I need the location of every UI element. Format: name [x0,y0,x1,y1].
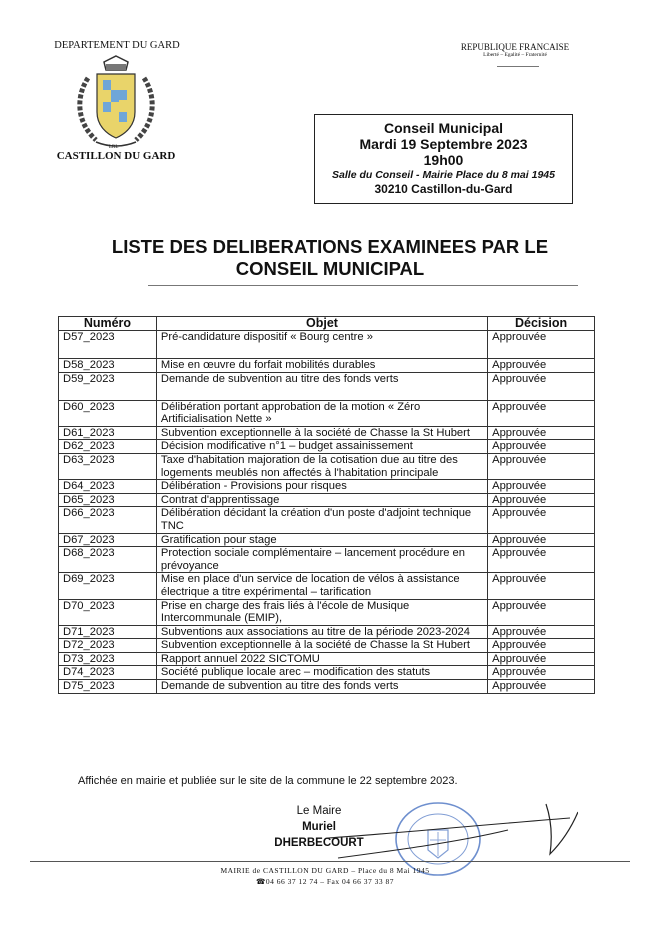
cell-decision: Approuvée [488,625,595,639]
footer-divider [30,861,630,862]
cell-decision: Approuvée [488,426,595,440]
cell-objet: Protection sociale complémentaire – lancement procédure en prévoyance [156,547,487,573]
cell-numero: D61_2023 [59,426,157,440]
republic-label: REPUBLIQUE FRANCAISE [460,42,570,52]
table-row [59,440,595,454]
cell-objet: Demande de subvention au titre des fonds verts [156,372,487,400]
cell-numero: D69_2023 [59,573,157,599]
cell-decision: Approuvée [488,507,595,533]
cell-decision: Approuvée [488,480,595,494]
table-row [59,599,595,625]
column-header-decision: Décision [488,317,595,331]
cell-decision: Approuvée [488,440,595,454]
cell-numero: D60_2023 [59,400,157,426]
cell-numero: D68_2023 [59,547,157,573]
cell-objet: Décision modificative n°1 – budget assainissement [156,440,487,454]
cell-decision: Approuvée [488,599,595,625]
table-row [59,372,595,400]
cell-objet: Taxe d'habitation majoration de la cotisation due au titre des logements meublés non affectés à l'habitation principale [156,453,487,479]
document-title [60,236,600,280]
meeting-title: Conseil Municipal [383,120,503,136]
cell-objet: Subventions aux associations au titre de la période 2023-2024 [156,625,487,639]
deliberations-table [58,316,595,694]
mayor-name: Muriel DHERBECOURT [274,821,364,849]
cell-numero: D66_2023 [59,507,157,533]
cell-objet: Rapport annuel 2022 SICTOMU [156,652,487,666]
cell-numero: D64_2023 [59,480,157,494]
cell-decision: Approuvée [488,680,595,694]
cell-objet: Société publique locale arec – modification des statuts [156,666,487,680]
column-header-objet: Objet [156,317,487,331]
table-row [59,400,595,426]
table-row [59,453,595,479]
table-row [59,493,595,507]
table-row [59,359,595,373]
cell-objet: Subvention exceptionnelle à la société de Chasse la St Hubert [156,639,487,653]
cell-decision: Approuvée [488,533,595,547]
cell-decision: Approuvée [488,639,595,653]
table-row [59,666,595,680]
document-title-line-2: CONSEIL MUNICIPAL [235,258,425,279]
table-row [59,507,595,533]
mayor-role: Le Maire [296,805,342,817]
cell-numero: D72_2023 [59,639,157,653]
column-header-numero: Numéro [59,317,157,331]
republic-divider [497,66,539,67]
cell-objet: Délibération - Provisions pour risques [156,480,487,494]
cell-objet: Demande de subvention au titre des fonds verts [156,680,487,694]
department-label: DEPARTEMENT DU GARD [54,40,180,51]
cell-objet: Délibération décidant la création d'un poste d'adjoint technique TNC [156,507,487,533]
cell-numero: D59_2023 [59,372,157,400]
table-row [59,480,595,494]
table-row [59,533,595,547]
meeting-time: 19h00 [423,152,464,168]
cell-numero: D75_2023 [59,680,157,694]
footer-phone: ☎04 66 37 12 74 – Fax 04 66 37 33 87 [256,877,394,886]
meeting-info-box [314,114,573,204]
cell-objet: Subvention exceptionnelle à la société de Chasse la St Hubert [156,426,487,440]
cell-numero: D73_2023 [59,652,157,666]
cell-objet: Pré-candidature dispositif « Bourg centre » [156,331,487,359]
cell-decision: Approuvée [488,652,595,666]
cell-numero: D67_2023 [59,533,157,547]
table-row [59,625,595,639]
cell-numero: D65_2023 [59,493,157,507]
meeting-city: 30210 Castillon-du-Gard [374,182,513,196]
title-divider [148,285,578,286]
table-row [59,652,595,666]
meeting-date: Mardi 19 Septembre 2023 [359,136,528,152]
cell-numero: D70_2023 [59,599,157,625]
cell-decision: Approuvée [488,453,595,479]
posting-note: Affichée en mairie et publiée sur le site de la commune le 22 septembre 2023. [78,775,458,787]
cell-objet: Mise en place d'un service de location de vélos à assistance électrique a titre expérimental – tarification [156,573,487,599]
table-row [59,680,595,694]
commune-name: CASTILLON DU GARD [56,150,176,162]
cell-decision: Approuvée [488,359,595,373]
cell-objet: Gratification pour stage [156,533,487,547]
cell-numero: D63_2023 [59,453,157,479]
republic-motto: Liberté – Egalité – Fraternité [483,52,547,58]
table-row [59,331,595,359]
cell-decision: Approuvée [488,331,595,359]
mayor-signature [328,800,578,866]
cell-objet: Contrat d'apprentissage [156,493,487,507]
crest-label: LRL [109,145,119,150]
document-title-line-1: LISTE DES DELIBERATIONS EXAMINEES PAR LE [111,236,549,257]
cell-numero: D74_2023 [59,666,157,680]
table-row [59,547,595,573]
table-row [59,426,595,440]
cell-decision: Approuvée [488,666,595,680]
cell-decision: Approuvée [488,400,595,426]
meeting-place: Salle du Conseil - Mairie Place du 8 mai 1945 [332,169,555,181]
cell-numero: D57_2023 [59,331,157,359]
cell-objet: Prise en charge des frais liés à l'école de Musique Intercommunale (EMIP), [156,599,487,625]
cell-decision: Approuvée [488,493,595,507]
table-row [59,573,595,599]
cell-decision: Approuvée [488,372,595,400]
cell-numero: D62_2023 [59,440,157,454]
cell-numero: D71_2023 [59,625,157,639]
commune-crest-logo [70,52,162,152]
cell-numero: D58_2023 [59,359,157,373]
cell-decision: Approuvée [488,547,595,573]
cell-objet: Mise en œuvre du forfait mobilités durables [156,359,487,373]
table-row [59,639,595,653]
cell-decision: Approuvée [488,573,595,599]
footer-address: MAIRIE de CASTILLON DU GARD – Place du 8 Mai 1945 [220,866,430,875]
table-header-row [59,317,595,331]
cell-objet: Délibération portant approbation de la motion « Zéro Artificialisation Nette » [156,400,487,426]
